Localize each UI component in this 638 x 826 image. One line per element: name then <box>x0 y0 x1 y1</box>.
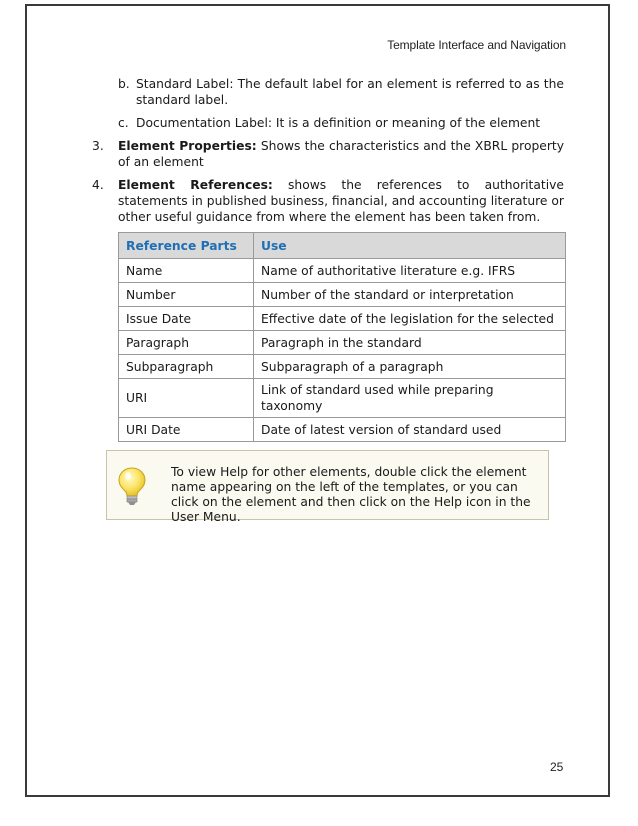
table-cell: Date of latest version of standard used <box>254 418 566 442</box>
table-row <box>119 259 566 283</box>
table-row <box>119 307 566 331</box>
running-header: Template Interface and Navigation <box>387 38 566 52</box>
table-cell: Paragraph <box>119 331 254 355</box>
table-cell: Paragraph in the standard <box>254 331 566 355</box>
lightbulb-icon <box>117 466 147 506</box>
table-row <box>119 418 566 442</box>
list-item-element-properties <box>92 138 565 170</box>
column-header-reference-parts: Reference Parts <box>119 233 254 259</box>
table-cell: Subparagraph <box>119 355 254 379</box>
page-content <box>92 76 564 442</box>
list-marker: b. <box>118 77 130 91</box>
list-marker: 4. <box>92 178 104 192</box>
table-cell: Effective date of the legislation for the selected <box>254 307 566 331</box>
list-item-element-references <box>92 177 564 225</box>
list-item-text: Standard Label: The default label for an element is referred to as the standard label. <box>136 77 564 107</box>
list-item-standard-label <box>118 76 564 108</box>
list-item-text: Documentation Label: It is a definition or meaning of the element <box>136 116 541 130</box>
list-item-text: shows the references to authoritative statements in published business, financial, and accounting literature or other useful guidance from where the element has been taken from. <box>118 178 564 224</box>
list-item-term: Element Properties: <box>118 139 257 153</box>
page-number: 25 <box>550 760 564 774</box>
table-row <box>119 331 566 355</box>
list-item-text: Shows the characteristics and the XBRL property of an element <box>118 139 565 169</box>
table-cell: Subparagraph of a paragraph <box>254 355 566 379</box>
table-row <box>119 283 566 307</box>
list-marker: c. <box>118 116 129 130</box>
table-row <box>119 379 566 418</box>
list-item-documentation-label <box>118 115 564 131</box>
table-header-row <box>119 233 566 259</box>
table-cell: Name of authoritative literature e.g. IFRS <box>254 259 566 283</box>
table-row <box>119 355 566 379</box>
tip-text: To view Help for other elements, double click the element name appearing on the left of the templates, or you can click on the element and then click on the Help icon in the User Menu. <box>171 465 531 524</box>
reference-parts-table <box>118 232 566 442</box>
tip-callout <box>106 450 549 524</box>
table-cell: Link of standard used while preparing taxonomy <box>254 379 566 418</box>
column-header-use: Use <box>254 233 566 259</box>
table-cell: Number <box>119 283 254 307</box>
table-cell: Issue Date <box>119 307 254 331</box>
table-cell: URI Date <box>119 418 254 442</box>
table-cell: Number of the standard or interpretation <box>254 283 566 307</box>
table-cell: URI <box>119 379 254 418</box>
list-marker: 3. <box>92 139 104 153</box>
table-cell: Name <box>119 259 254 283</box>
list-item-term: Element References: <box>118 178 273 192</box>
